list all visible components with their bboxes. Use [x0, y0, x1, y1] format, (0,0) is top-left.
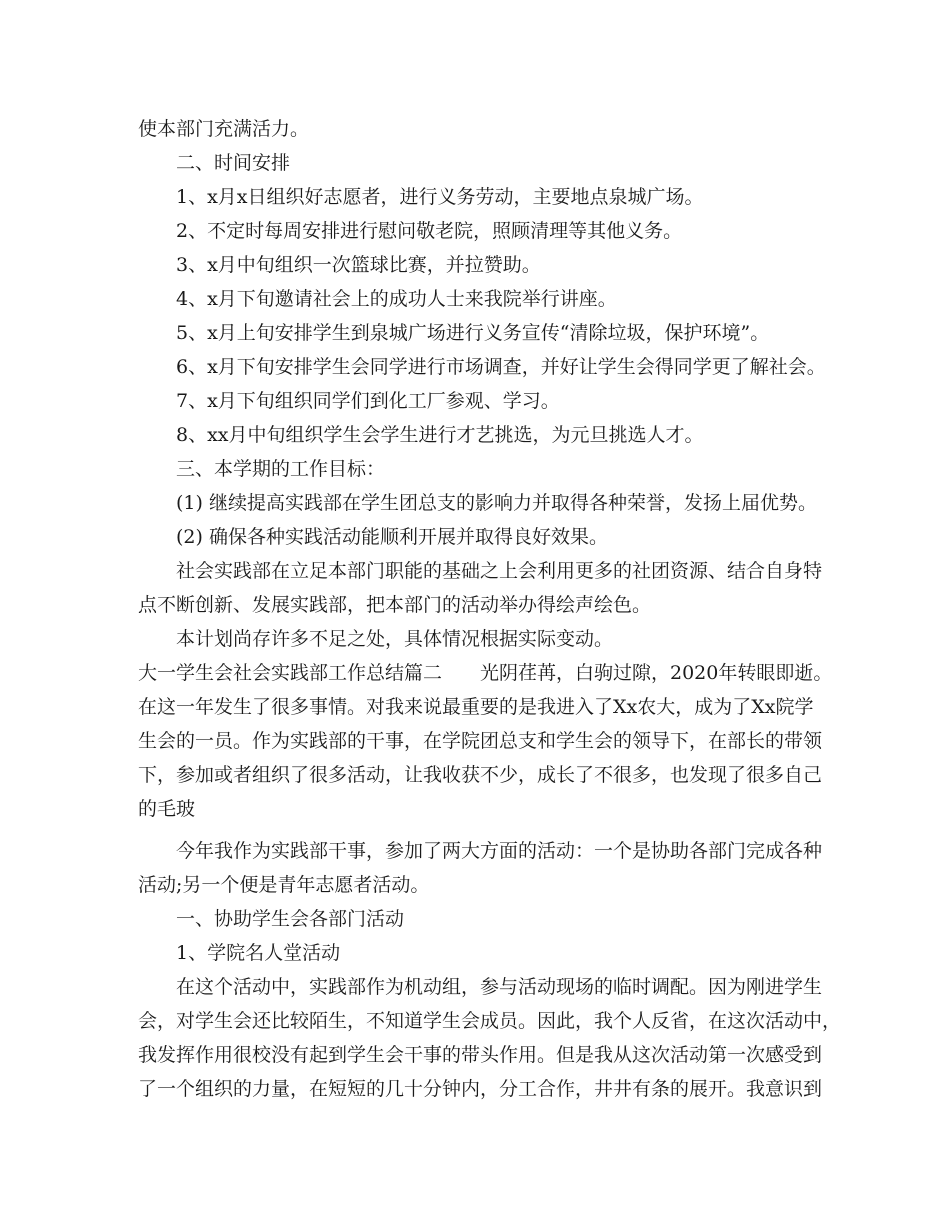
list-item: 1、x月x日组织好志愿者，进行义务劳动，主要地点泉城广场。 — [176, 186, 704, 208]
section-heading: 三、本学期的工作目标： — [176, 458, 386, 480]
paragraph-line: 使本部门充满活力。 — [138, 118, 310, 140]
paragraph-line: 生会的一员。作为实践部的干事，在学院团总支和学生会的领导下，在部长的带领 — [138, 730, 823, 752]
section-heading: 一、协助学生会各部门活动 — [176, 908, 405, 930]
list-item: (2) 确保各种实践活动能顺利开展并取得良好效果。 — [176, 526, 608, 548]
paragraph-line: 在这一年发生了很多事情。对我来说最重要的是我进入了Xx农大，成为了Xx院学 — [138, 696, 814, 718]
list-item: 8、xx月中旬组织学生会学生进行才艺挑选，为元旦挑选人才。 — [176, 424, 704, 446]
list-item: 2、不定时每周安排进行慰问敬老院，照顾清理等其他义务。 — [176, 220, 683, 242]
list-item: 5、x月上旬安排学生到泉城广场进行义务宣传“清除垃圾，保护环境”。 — [176, 322, 770, 344]
list-item: 3、x月中旬组织一次篮球比赛，并拉赞助。 — [176, 254, 541, 276]
list-item: 7、x月下旬组织同学们到化工厂参观、学习。 — [176, 390, 560, 412]
paragraph-line: 会，对学生会还比较陌生，不知道学生会成员。因此，我个人反省，在这次活动中， — [138, 1010, 842, 1032]
section-heading: 二、时间安排 — [176, 152, 291, 174]
list-item: (1) 继续提高实践部在学生团总支的影响力并取得各种荣誉，发扬上届优势。 — [176, 492, 817, 514]
paragraph-line: 今年我作为实践部干事，参加了两大方面的活动：一个是协助各部门完成各种 — [176, 840, 823, 862]
paragraph-line: 点不断创新、发展实践部，把本部门的活动举办得绘声绘色。 — [138, 594, 652, 616]
subsection-heading: 1、学院名人堂活动 — [176, 942, 341, 964]
paragraph-line: 社会实践部在立足本部门职能的基础之上会利用更多的社团资源、结合自身特 — [176, 560, 823, 582]
paragraph-line: 下，参加或者组织了很多活动，让我收获不少，成长了不很多，也发现了很多自己 — [138, 764, 823, 786]
paragraph-line: 我发挥作用很校没有起到学生会干事的带头作用。但是我从这次活动第一次感受到 — [138, 1044, 823, 1066]
paragraph-line: 大一学生会社会实践部工作总结篇二 光阴荏苒，白驹过隙，2020年转眼即逝。 — [138, 662, 833, 684]
paragraph-line: 在这个活动中，实践部作为机动组，参与活动现场的临时调配。因为刚进学生 — [176, 976, 823, 998]
paragraph-line: 了一个组织的力量，在短短的几十分钟内，分工合作，井井有条的展开。我意识到 — [138, 1078, 823, 1100]
paragraph-line: 活动;另一个便是青年志愿者活动。 — [138, 874, 430, 896]
list-item: 4、x月下旬邀请社会上的成功人士来我院举行讲座。 — [176, 288, 617, 310]
paragraph-line: 的毛玻 — [138, 798, 196, 820]
list-item: 6、x月下旬安排学生会同学进行市场调查，并好让学生会得同学更了解社会。 — [176, 356, 826, 378]
paragraph-line: 本计划尚存许多不足之处，具体情况根据实际变动。 — [176, 628, 614, 650]
